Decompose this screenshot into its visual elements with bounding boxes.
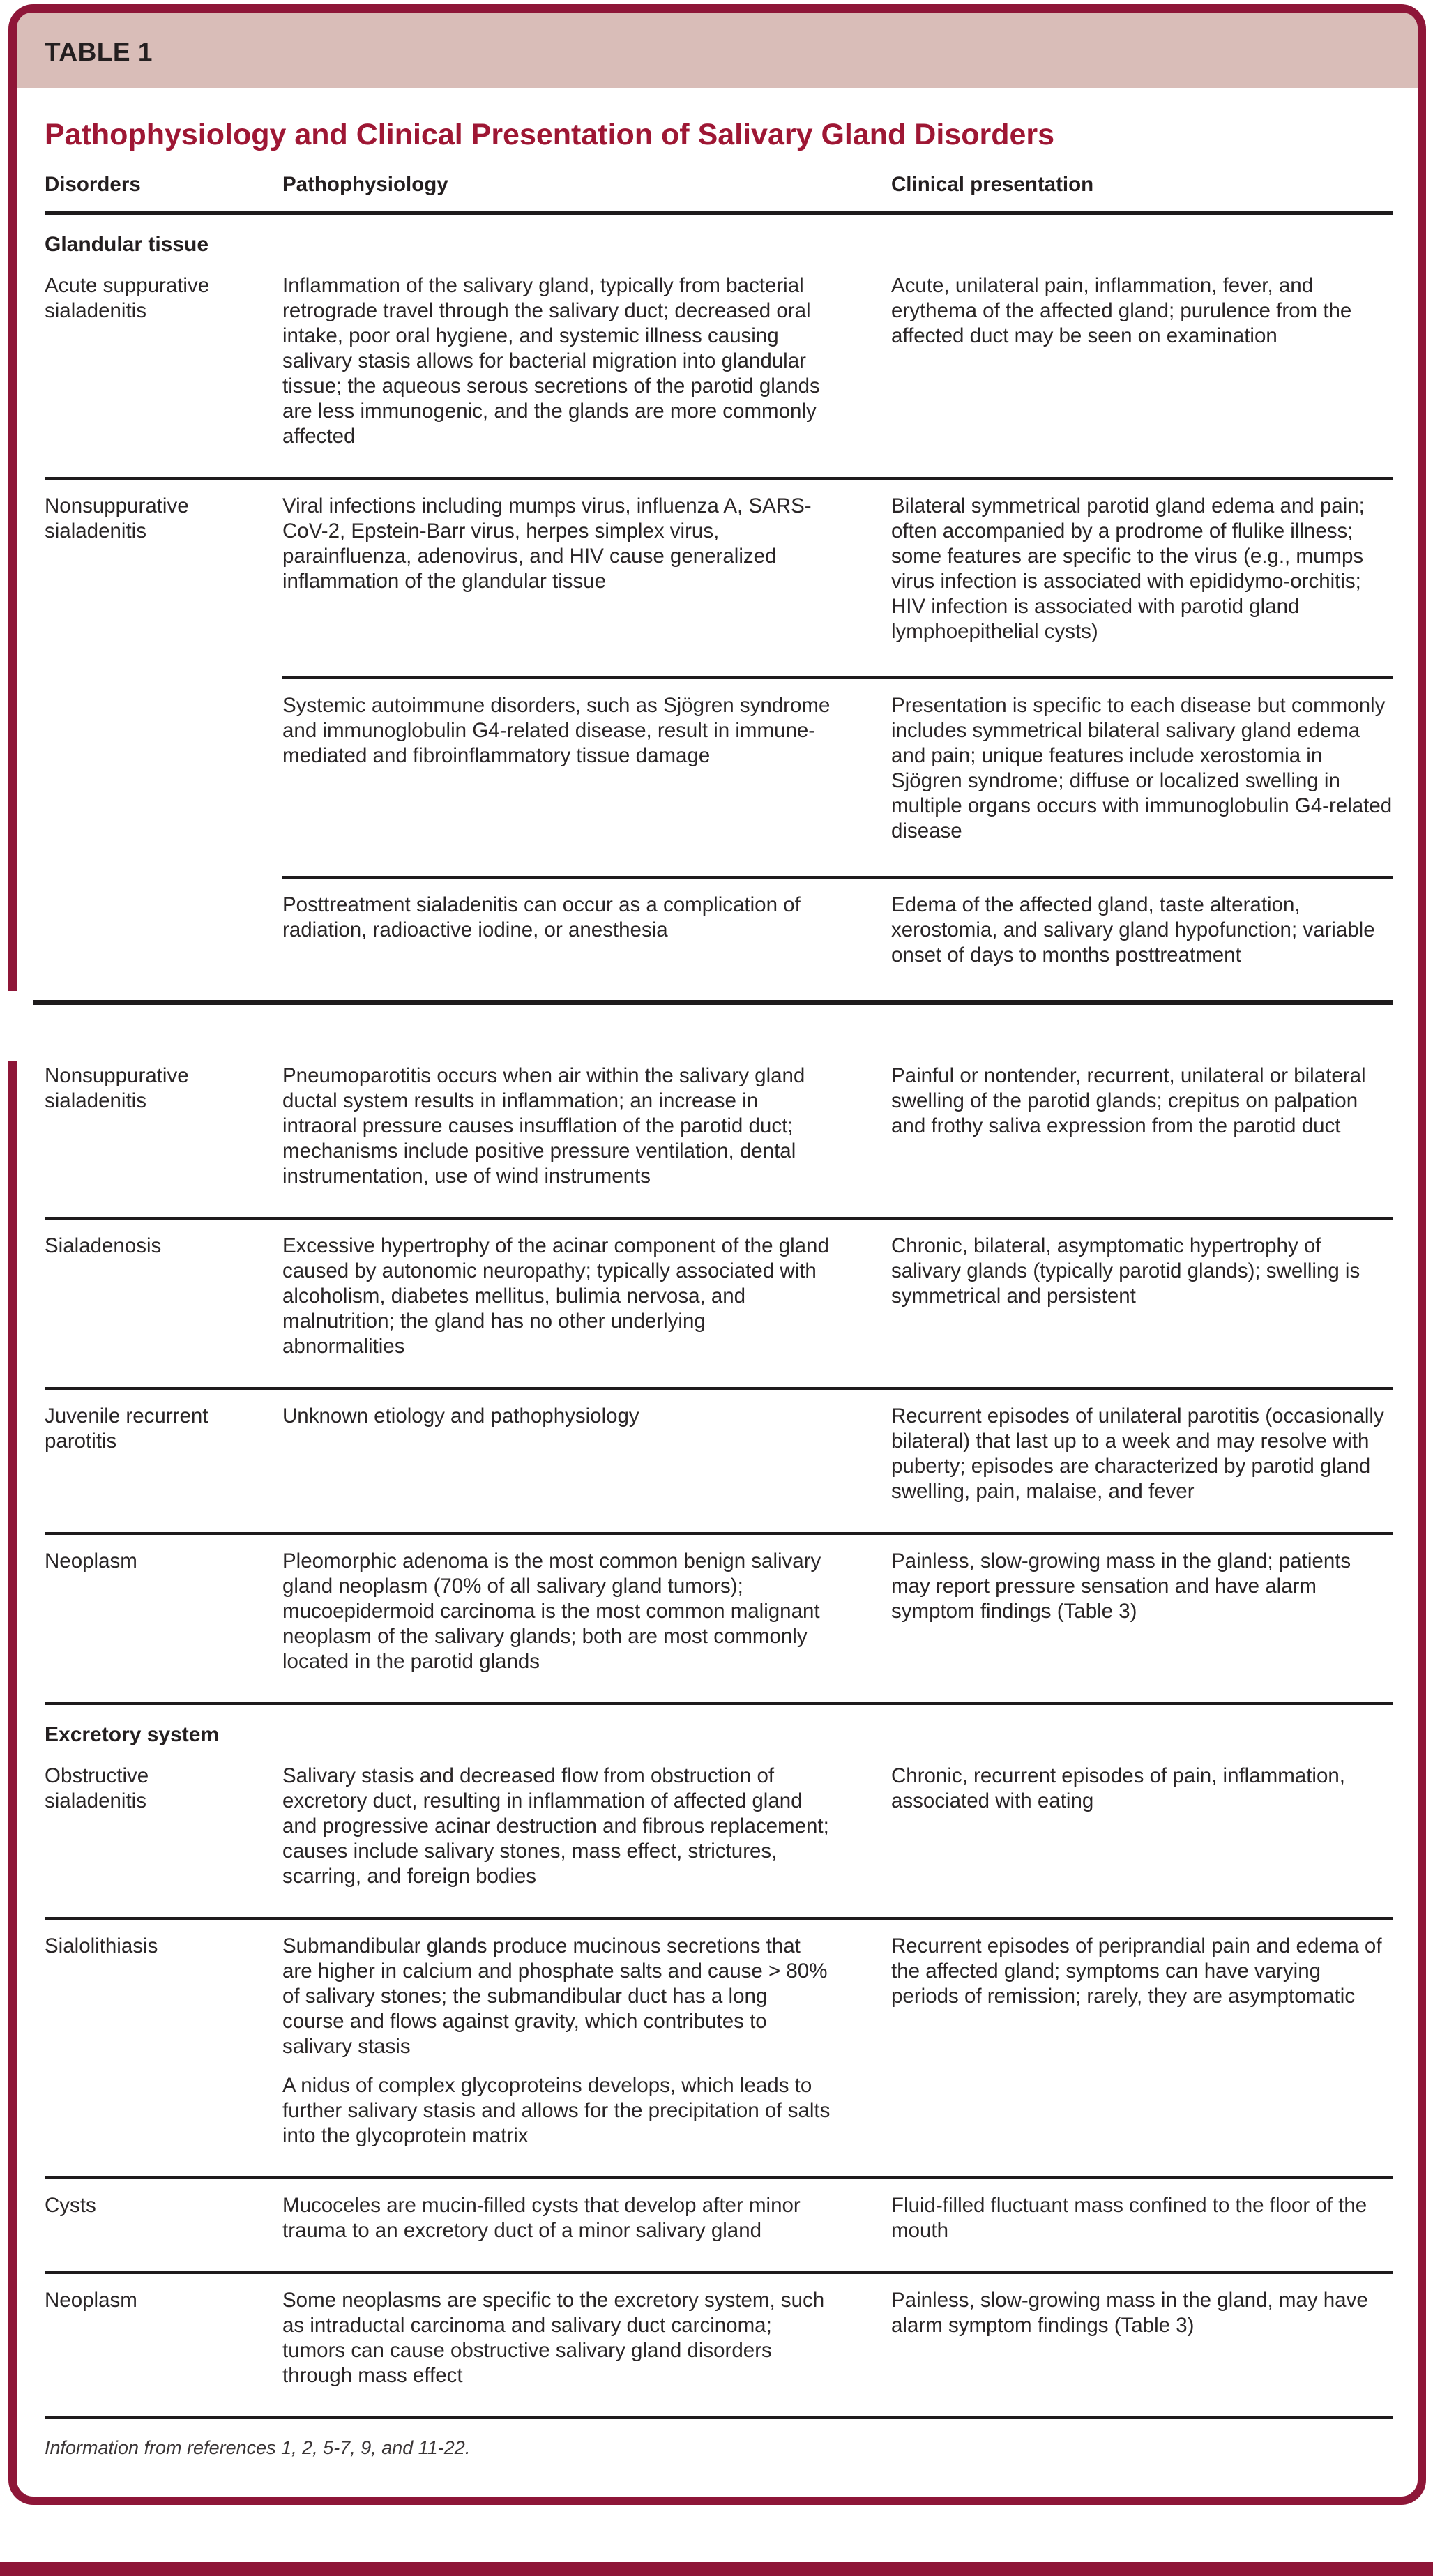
section-end-rule [33, 1000, 1393, 1005]
pathophysiology-text: Viral infections including mumps virus, influenza A, SARS-CoV-2, Epstein-Barr virus, herpes simplex virus, parainfluenza, adenovirus, and HIV cause generalized inflammation of the glandular tissue [282, 494, 812, 593]
disorder-cell: Nonsuppurative sialadenitis [45, 1064, 189, 1112]
pathophysiology-cell [282, 1535, 891, 1702]
pathophysiology-cell [282, 2274, 891, 2416]
pathophysiology-cell [282, 1920, 891, 2176]
table-header-band [17, 13, 1418, 88]
clinical-presentation-cell [891, 1390, 1393, 1532]
clinical-presentation-cell [891, 480, 1393, 676]
table-card [8, 4, 1426, 2505]
pathophysiology-text: Systemic autoimmune disorders, such as Sjögren syndrome and immunoglobulin G4-related disease, result in immune-mediated and fibroinflammatory tissue damage [282, 694, 831, 767]
disorder-cell: Cysts [45, 2194, 96, 2217]
clinical-text: Painful or nontender, recurrent, unilateral or bilateral swelling of the parotid glands; crepitus on palpation and frothy saliva expression from the parotid duct [891, 1064, 1366, 1137]
table-row [45, 1050, 1393, 1217]
pathophysiology-cell [282, 2179, 891, 2271]
pathophysiology-cell [282, 1750, 891, 1917]
table-row [45, 1920, 1393, 2176]
clinical-presentation-cell [891, 1535, 1393, 1652]
pathophysiology-text: Pleomorphic adenoma is the most common benign salivary gland neoplasm (70% of all salivary gland tumors); mucoepidermoid carcinoma is the most common malignant neoplasm of the salivary glands; both are most commonly located in the parotid glands [282, 1550, 821, 1673]
clinical-text: Painless, slow-growing mass in the gland; patients may report pressure sensation and have alarm symptom findings (Table 3) [891, 1550, 1351, 1623]
section-header-glandular-tissue: Glandular tissue [45, 233, 209, 256]
table-row [45, 2179, 1393, 2271]
pathophysiology-text: Excessive hypertrophy of the acinar component of the gland caused by autonomic neuropathy; typically associated with alcoholism, diabetes mellitus, bulimia nervosa, and malnutrition; the gland has no other underlying abnormalities [282, 1234, 829, 1358]
page [0, 4, 1433, 2576]
border-mask [8, 991, 18, 1061]
clinical-presentation-cell [891, 1920, 1393, 2037]
table-row [45, 1535, 1393, 1702]
column-header-row [45, 173, 1393, 211]
disorder-cell: Sialolithiasis [45, 1934, 158, 1957]
pathophysiology-text: Unknown etiology and pathophysiology [282, 1404, 639, 1427]
disorder-cell: Obstructive sialadenitis [45, 1764, 149, 1812]
clinical-text: Fluid-filled fluctuant mass confined to the floor of the mouth [891, 2194, 1367, 2242]
pathophysiology-cell [282, 1390, 891, 1457]
clinical-presentation-cell [891, 1220, 1393, 1337]
clinical-presentation-cell [891, 259, 1393, 377]
clinical-presentation-cell [891, 879, 1393, 1000]
section-header-excretory-system: Excretory system [45, 1723, 220, 1746]
table-row [45, 2274, 1393, 2416]
column-header-pathophysiology: Pathophysiology [282, 173, 448, 196]
clinical-text: Edema of the affected gland, taste alteration, xerostomia, and salivary gland hypofunction; variable onset of days to months posttreatment [891, 893, 1375, 967]
clinical-text: Chronic, recurrent episodes of pain, inflammation, associated with eating [891, 1764, 1345, 1812]
pathophysiology-cell [282, 879, 891, 975]
clinical-text: Acute, unilateral pain, inflammation, fever, and erythema of the affected gland; purulence from the affected duct may be seen on examination [891, 274, 1352, 347]
table-row [45, 259, 1393, 477]
pathophysiology-text: Submandibular glands produce mucinous secretions that are higher in calcium and phosphate salts and cause > 80% of salivary stones; the submandibular duct has a long course and flows against gravity, which contributes to salivary stasis [282, 1934, 828, 2058]
table-row [45, 480, 1393, 1000]
clinical-presentation-cell [891, 1750, 1393, 1842]
pathophysiology-text: Some neoplasms are specific to the excretory system, such as intraductal carcinoma and salivary duct carcinoma; tumors can cause obstructive salivary gland disorders through mass effect [282, 2289, 825, 2387]
table-number: TABLE 1 [45, 38, 153, 66]
clinical-text: Chronic, bilateral, asymptomatic hypertrophy of salivary glands (typically parotid glands); swelling is symmetrical and persistent [891, 1234, 1360, 1308]
clinical-text: Presentation is specific to each disease but commonly includes symmetrical bilateral salivary gland edema and pain; unique features include xerostomia in Sjögren syndrome; diffuse or localized swelling in multiple organs occurs with immunoglobulin G4-related disease [891, 694, 1393, 842]
pathophysiology-text: Pneumoparotitis occurs when air within the salivary gland ductal system results in inflammation; an increase in intraoral pressure causes insufflation of the parotid duct; mechanisms include positive pressure ventilation, dental instrumentation, use of wind instruments [282, 1064, 805, 1188]
pathophysiology-text: Salivary stasis and decreased flow from obstruction of excretory duct, resulting in inflammation of affected gland and progressive acinar destruction and fibrous replacement; causes include salivary stones, mass effect, strictures, scarring, and foreign bodies [282, 1764, 829, 1888]
table-row [45, 1390, 1393, 1532]
table-title: Pathophysiology and Clinical Presentation of Salivary Gland Disorders [45, 118, 1055, 151]
clinical-presentation-cell [891, 1050, 1393, 1167]
table-content [17, 117, 1418, 2497]
column-break-gap [45, 1005, 1393, 1050]
pathophysiology-text: Posttreatment sialadenitis can occur as a complication of radiation, radioactive iodine, or anesthesia [282, 893, 801, 941]
disorder-cell: Nonsuppurative sialadenitis [45, 494, 189, 543]
column-header-clinical-presentation: Clinical presentation [891, 173, 1094, 196]
clinical-presentation-cell [891, 679, 1393, 876]
disorder-cell: Neoplasm [45, 1550, 137, 1573]
pathophysiology-cell [282, 1050, 891, 1217]
clinical-text: Painless, slow-growing mass in the gland, may have alarm symptom findings (Table 3) [891, 2289, 1368, 2337]
clinical-presentation-cell [891, 2274, 1393, 2366]
pathophysiology-cell [282, 480, 891, 626]
clinical-text: Recurrent episodes of unilateral parotitis (occasionally bilateral) that last up to a week and may resolve with puberty; episodes are characterized by parotid gland swelling, pain, malaise, and fever [891, 1404, 1384, 1503]
pathophysiology-cell [282, 259, 891, 477]
table-row [45, 1750, 1393, 1917]
clinical-text: Recurrent episodes of periprandial pain and edema of the affected gland; symptoms can have varying periods of remission; rarely, they are asymptomatic [891, 1934, 1382, 2008]
clinical-text: Bilateral symmetrical parotid gland edema and pain; often accompanied by a prodrome of flulike illness; some features are specific to the virus (e.g., mumps virus infection is associated with epididymo-orchitis; HIV infection is associated with parotid gland lymphoepithelial cysts) [891, 494, 1365, 643]
disorder-cell: Sialadenosis [45, 1234, 162, 1257]
clinical-presentation-cell [891, 2179, 1393, 2271]
pathophysiology-cell [282, 1220, 891, 1387]
pathophysiology-text: A nidus of complex glycoproteins develops, which leads to further salivary stasis and allows for the precipitation of salts into the glycoprotein matrix [282, 2074, 831, 2147]
disorder-cell: Juvenile recurrent parotitis [45, 1404, 208, 1453]
disorder-cell: Acute suppurative sialadenitis [45, 274, 210, 322]
footnote: Information from references 1, 2, 5-7, 9, and 11-22. [45, 2437, 471, 2458]
disorder-cell: Neoplasm [45, 2289, 137, 2312]
pathophysiology-text: Inflammation of the salivary gland, typically from bacterial retrograde travel through the salivary duct; decreased oral intake, poor oral hygiene, and systemic illness causing salivary stasis allows for bacterial migration into glandular tissue; the aqueous serous secretions of the parotid glands are less immunogenic, and the glands are more commonly affected [282, 274, 820, 448]
table-row [45, 1220, 1393, 1387]
column-header-disorders: Disorders [45, 173, 141, 196]
bottom-accent-bar [0, 2562, 1433, 2576]
pathophysiology-cell [282, 679, 891, 801]
pathophysiology-text: Mucoceles are mucin-filled cysts that develop after minor trauma to an excretory duct of a minor salivary gland [282, 2194, 801, 2242]
